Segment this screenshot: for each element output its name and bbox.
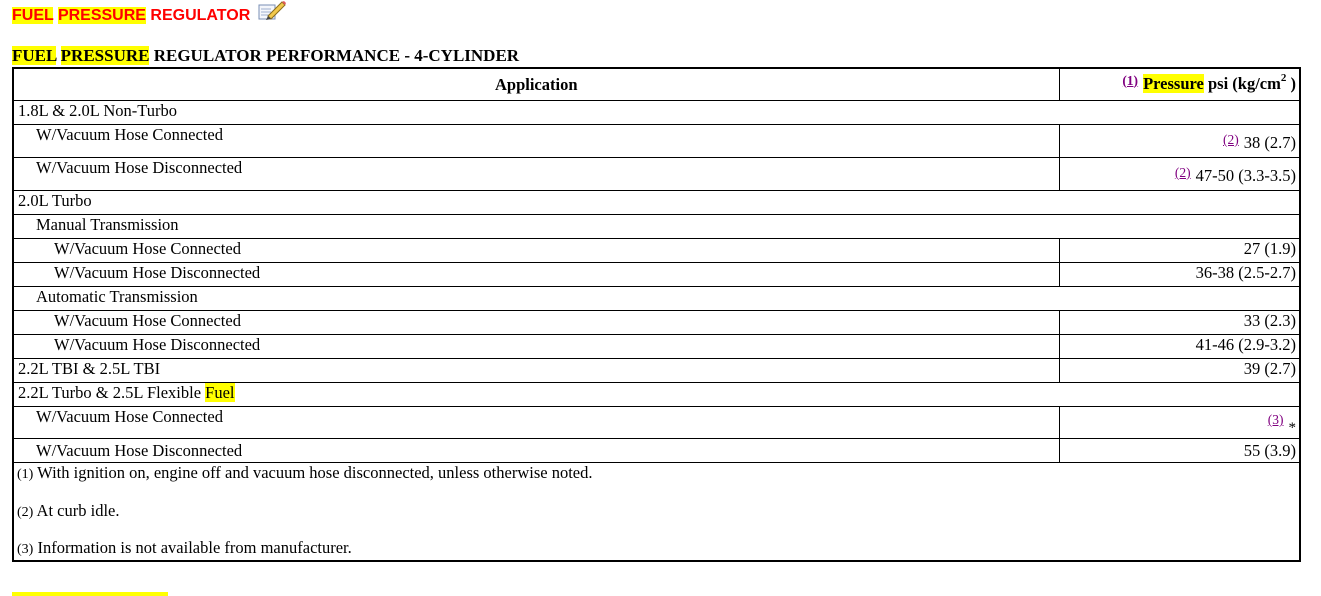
footnote-link-2[interactable]: (2) [1174,165,1191,180]
application-cell: W/Vacuum Hose Connected [13,239,1059,263]
table-row [13,101,1300,125]
pressure-value: 27 (1.9) [1059,239,1300,263]
group-label: 2.0L Turbo [13,191,1300,215]
next-section-highlight [12,592,168,596]
table-row [13,191,1300,215]
heading-regulator: REGULATOR [150,7,251,24]
footnote-3 [17,538,1296,560]
application-cell: W/Vacuum Hose Disconnected [13,263,1059,287]
footnote-number: (1) [17,467,34,482]
table-row [13,407,1300,439]
table-row [13,311,1300,335]
footnote-link-3[interactable]: (3) [1267,412,1284,427]
application-cell: W/Vacuum Hose Disconnected [13,158,1059,191]
application-cell: W/Vacuum Hose Connected [13,125,1059,158]
header-row [13,68,1300,101]
title-pressure-highlight: PRESSURE [60,46,150,65]
application-cell: W/Vacuum Hose Disconnected [13,335,1059,359]
subgroup-label: Manual Transmission [13,215,1300,239]
table-row [13,287,1300,311]
pressure-close: ) [1290,73,1296,93]
table-title [12,46,519,66]
table-row [13,263,1300,287]
page-heading [12,6,250,26]
table-row [13,239,1300,263]
footnote-text: Information is not available from manufacturer. [37,538,352,557]
table-row [13,383,1300,407]
application-cell: W/Vacuum Hose Connected [13,311,1059,335]
application-cell: W/Vacuum Hose Disconnected [13,439,1059,463]
table-row [13,439,1300,463]
pressure-header [1059,68,1300,101]
pressure-highlight: Pressure [1143,73,1204,93]
application-header: Application [13,68,1059,101]
spec-table [12,67,1301,562]
footnote-number: (2) [17,504,34,520]
pressure-superscript: 2 [1280,71,1287,84]
footnote-number: (3) [17,542,34,557]
subgroup-label: Automatic Transmission [13,287,1300,311]
pressure-value: 33 (2.3) [1059,311,1300,335]
title-rest: REGULATOR PERFORMANCE - 4-CYLINDER [153,46,520,65]
pressure-value: 36-38 (2.5-2.7) [1059,263,1300,287]
footnote-link-1[interactable]: (1) [1122,72,1139,88]
table-row [13,158,1300,191]
application-cell: 2.2L TBI & 2.5L TBI [13,359,1059,383]
table-row [13,335,1300,359]
footnote-text: With ignition on, engine off and vacuum hose disconnected, unless otherwise noted. [37,463,593,482]
notes-cell [13,463,1300,562]
footnote-link-2[interactable]: (2) [1223,132,1239,147]
pressure-value: 55 (3.9) [1059,439,1300,463]
heading-pressure-highlight: PRESSURE [57,7,146,24]
footnote-text: At curb idle. [36,500,120,520]
table-row [13,215,1300,239]
pressure-unit: psi (kg/cm [1207,73,1281,93]
footnote-1 [17,463,1296,485]
group-label-text: 2.2L Turbo & 2.5L Flexible [18,383,202,402]
pressure-value: 41-46 (2.9-3.2) [1059,335,1300,359]
edit-pencil-icon[interactable] [258,0,286,22]
application-cell: W/Vacuum Hose Connected [13,407,1059,439]
pressure-cell [1059,125,1300,158]
pressure-value: * [1288,420,1296,436]
pressure-value: 38 (2.7) [1243,133,1296,152]
notes-row [13,463,1300,562]
table-row [13,125,1300,158]
footnote-2 [17,501,1296,523]
group-label: 1.8L & 2.0L Non-Turbo [13,101,1300,125]
fuel-highlight: Fuel [205,383,235,402]
pressure-value: 39 (2.7) [1059,359,1300,383]
title-fuel-highlight: FUEL [12,46,57,65]
pressure-value: 47-50 (3.3-3.5) [1195,166,1296,185]
pressure-cell [1059,158,1300,191]
table-row [13,359,1300,383]
pressure-cell [1059,407,1300,439]
group-label [13,383,1300,407]
heading-fuel-highlight: FUEL [12,7,54,24]
